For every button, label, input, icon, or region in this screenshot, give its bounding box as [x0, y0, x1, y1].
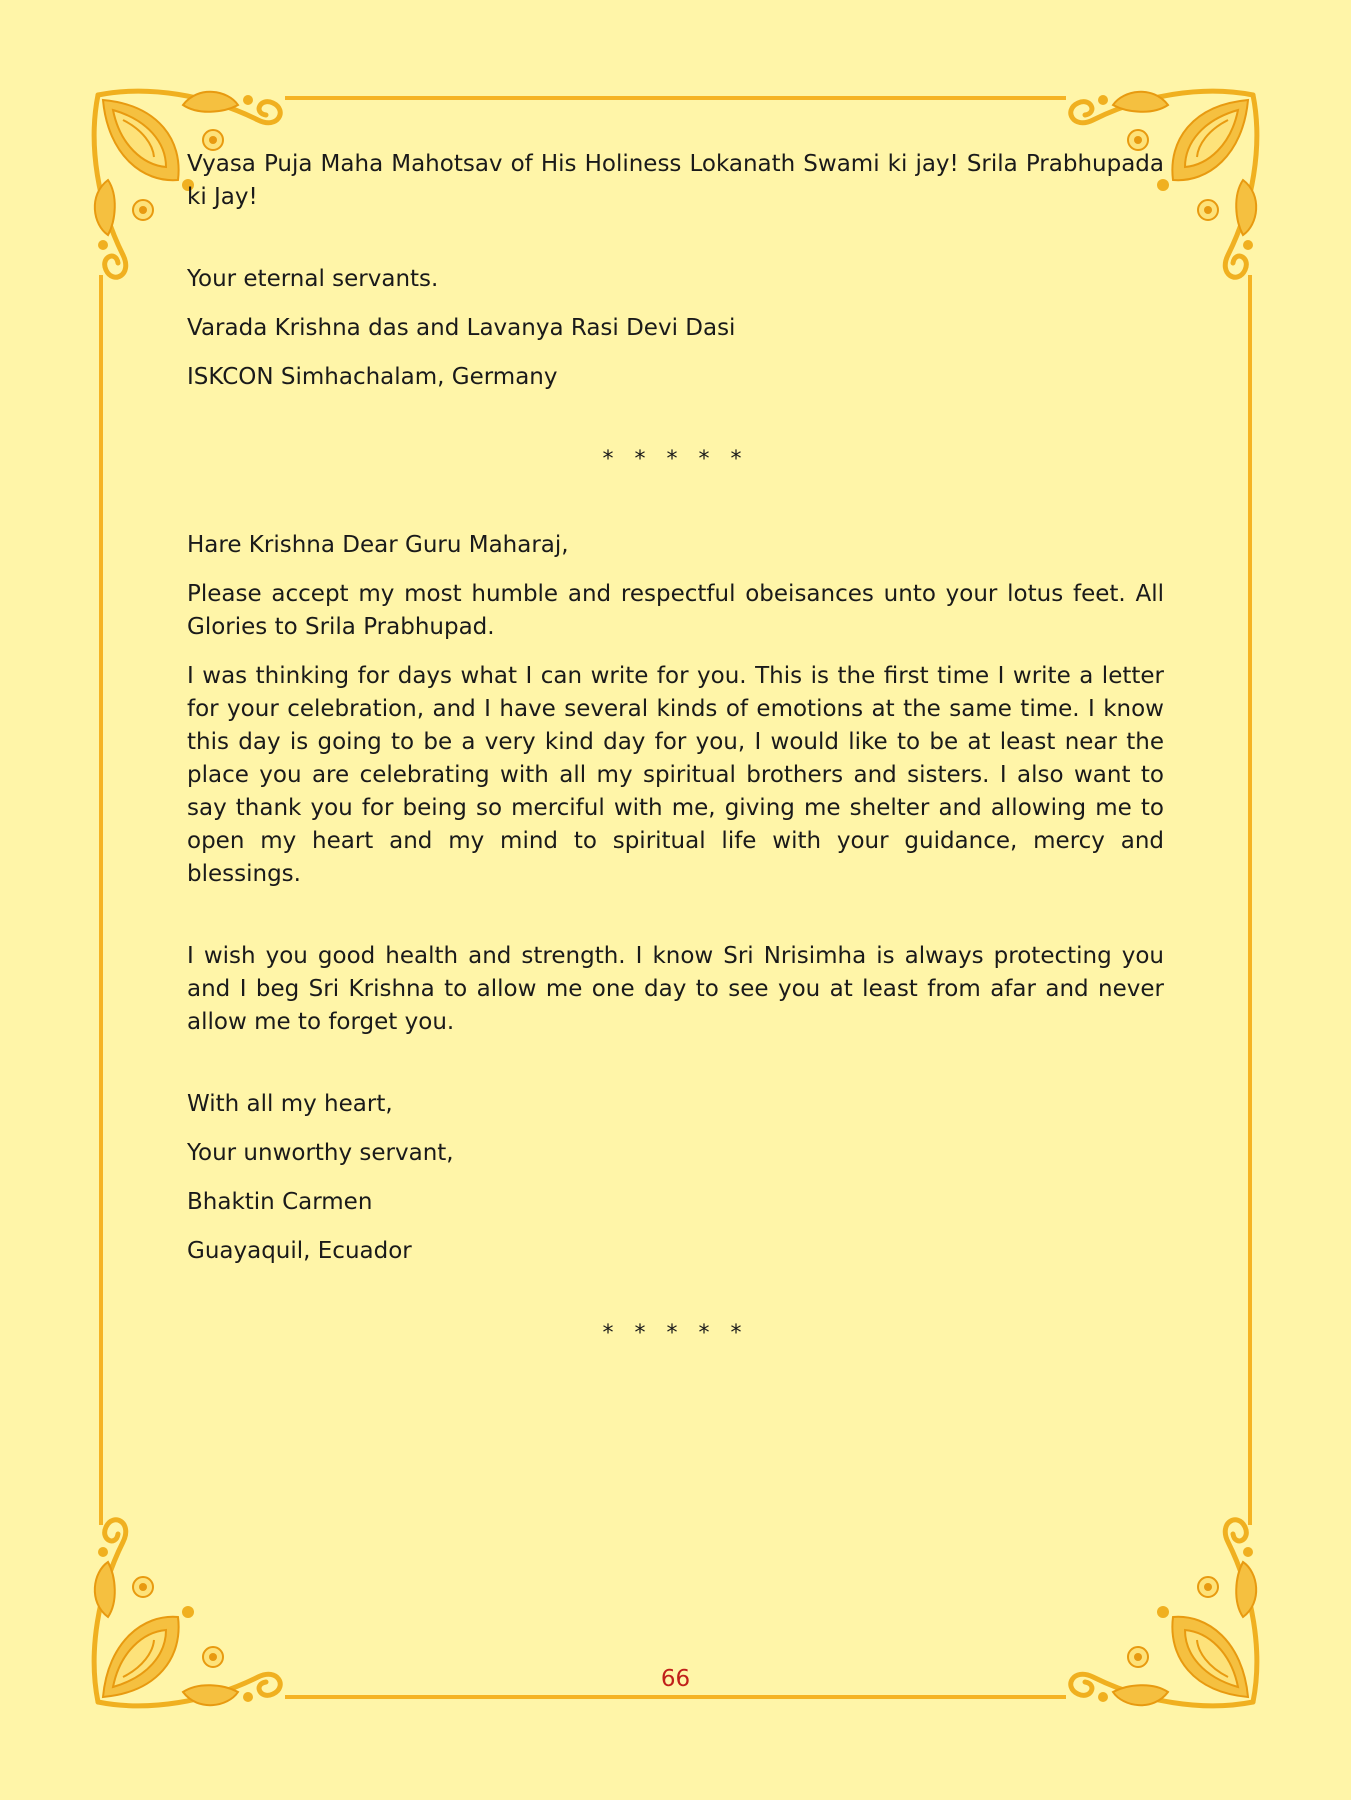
letter1-location: ISKCON Simhachalam, Germany	[187, 364, 558, 390]
page-number: 66	[660, 1666, 691, 1692]
letter2-salutation: Hare Krishna Dear Guru Maharaj,	[187, 532, 569, 558]
letter-content	[187, 148, 1164, 1350]
letter2-paragraph-2: I was thinking for days what I can write for you. This is the first time I write a letter for your celebration, and I have several kinds of emotions at the same time. I know this day is going to be a very kind day for you, I would like to be at least near the place you are celebrating with all my spiritual brothers and sisters. I also want to say thank you for being so merciful with me, giving me shelter and allowing me to open my heart and my mind to spiritual life with your guidance, mercy and blessings.	[187, 663, 1164, 887]
letter2-closing-2: Your unworthy servant,	[187, 1140, 454, 1166]
separator-stars: * * * * *	[602, 447, 749, 472]
letter1-names: Varada Krishna das and Lavanya Rasi Devi Dasi	[187, 315, 736, 341]
separator-stars-2: * * * * *	[602, 1321, 749, 1346]
letter2-closing-1: With all my heart,	[187, 1091, 393, 1117]
letter2-location: Guayaquil, Ecuador	[187, 1238, 412, 1264]
letter2-name: Bhaktin Carmen	[187, 1189, 373, 1215]
letter1-signoff: Your eternal servants.	[187, 266, 439, 292]
letter2-paragraph-3: I wish you good health and strength. I know Sri Nrisimha is always protecting you and I beg Sri Krishna to allow me one day to see you at least from afar and never allow me to forget you.	[187, 943, 1164, 1035]
letter1-closing-line: Vyasa Puja Maha Mahotsav of His Holiness Lokanath Swami ki jay! Srila Prabhupada ki Jay!	[187, 151, 1164, 210]
letter2-paragraph-1: Please accept my most humble and respectful obeisances unto your lotus feet. All Glories to Srila Prabhupad.	[187, 581, 1164, 640]
